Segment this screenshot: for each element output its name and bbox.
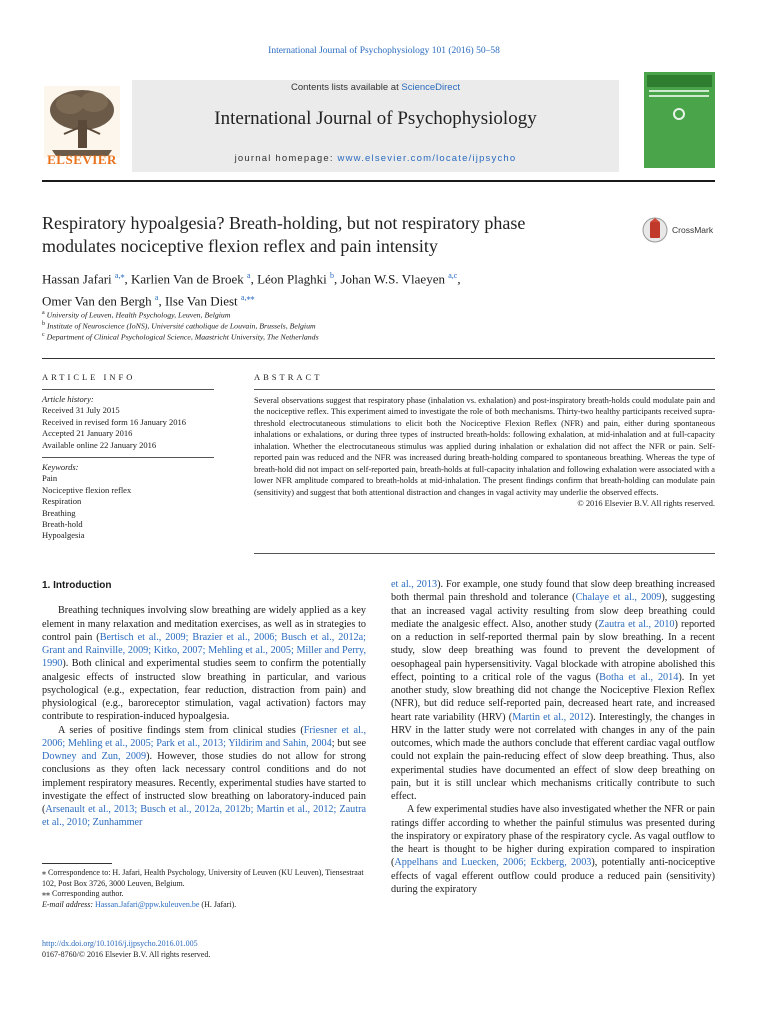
cover-line	[649, 90, 709, 92]
author-email-link[interactable]: Hassan.Jafari@ppw.kuleuven.be	[95, 899, 200, 909]
body-text: A series of positive findings stem from clinical studies (	[58, 724, 304, 736]
body-text: ). In yet another study, slow breathing did not change the Nociceptive Flexion Reflex (NFR), but did reduce self-reported pain, decreased heart rate, and increased heart rate variability (HRV) (	[391, 671, 715, 723]
citation-link[interactable]: Appelhans and Luecken, 2006; Eckberg, 2003	[394, 857, 592, 869]
citation-link[interactable]: Friesner et al., 2006; Mehling et al., 2005; Park et al., 2013; Yildirim and Sahin, 2004	[42, 724, 367, 749]
history-item: Received in revised form 16 January 2016	[42, 416, 186, 427]
author-name: Omer Van den Bergh	[42, 293, 155, 309]
keyword-item: Respiration	[42, 496, 82, 507]
abstract-heading: ABSTRACT	[254, 372, 323, 382]
sciencedirect-link[interactable]: ScienceDirect	[401, 82, 460, 93]
footnote-mark: ⁎	[42, 868, 46, 877]
article-history	[42, 394, 214, 451]
abstract-rule	[254, 389, 715, 390]
footnote-text: Corresponding author.	[50, 889, 124, 899]
homepage-prefix: journal homepage:	[234, 153, 338, 164]
affiliation-marker[interactable]: a	[247, 271, 251, 280]
journal-cover-thumbnail[interactable]	[644, 72, 715, 168]
body-text: ; but see	[331, 737, 366, 749]
affiliation-text: University of Leuven, Health Psychology, Leuven, Belgium	[44, 310, 231, 320]
affiliation	[42, 330, 682, 343]
body-text: A few experimental studies have also investigated whether the NFR or pain ratings differ according to whether the painful stimulus was presented during the inspiratory or expiratory phase of the respiratory cycle. As vagal outflow to the heart is thought to be higher during expiration compared to inspiration (	[391, 804, 715, 869]
affiliation-marker[interactable]: a,c	[448, 271, 458, 280]
citation-link[interactable]: et al., 2013	[391, 579, 438, 590]
author-name: , Johan W.S. Vlaeyen	[334, 271, 449, 287]
title-line: modulates nociceptive flexion reflex and pain intensity	[42, 236, 438, 256]
history-heading: Article history:	[42, 394, 94, 404]
cover-line	[649, 95, 709, 97]
keyword-item: Breath-hold	[42, 519, 83, 530]
crossmark-label: CrossMark	[672, 225, 714, 235]
footnote	[42, 889, 366, 900]
keywords-block	[42, 462, 214, 542]
crossmark-badge[interactable]	[642, 216, 722, 244]
authors-line	[42, 266, 682, 288]
history-item: Available online 22 January 2016	[42, 439, 157, 450]
intro-paragraph	[42, 604, 366, 723]
masthead	[42, 72, 715, 172]
email-suffix: (H. Jafari).	[199, 899, 237, 909]
crossmark-icon	[642, 216, 668, 244]
affiliation-marker[interactable]: a	[154, 293, 159, 303]
intro-paragraph	[391, 803, 715, 896]
affiliation-text: Institute of Neuroscience (IoNS), Université catholique de Louvain, Brussels, Belgium	[45, 321, 316, 331]
abstract-body	[254, 395, 715, 510]
affiliation-marker: a	[42, 310, 45, 316]
footnote-text: Correspondence to: H. Jafari, Health Psychology, University of Leuven (KU Leuven), Tiensestraat 102, Post Box 3726, 3000 Leuven, Belgium.	[42, 868, 364, 888]
body-text: ), suggesting that an increased vagal activity resulting from slow deep breathing could mediate the analgesic effect. Also, another study (	[391, 592, 715, 630]
affiliation-marker[interactable]: b	[330, 271, 334, 280]
copyright-notice: © 2016 Elsevier B.V. All rights reserved.	[577, 499, 715, 509]
journal-title: International Journal of Psychophysiology	[214, 108, 537, 129]
email-footnote	[42, 900, 366, 911]
cover-banner	[647, 75, 712, 87]
journal-homepage-link[interactable]: www.elsevier.com/locate/ijpsycho	[337, 153, 517, 164]
abstract-paragraph: Several observations suggest that respiratory phase (inhalation vs. exhalation) and post-inspiratory breath-holds could modulate pain and the nociceptive reflex. This experiment aimed to investigate the role of both mechanisms. Thirty-two healthy participants received supra-threshold electrocutaneous stimulations to elicit both the Nociceptive Flexion Reflex (NFR) and pain, either during spontaneous inhalations or exhalations, or during three types of instructed breath-holds: following exhalation, at mid-inhalation and at full-capacity inhalation. Whether the electrocutaneous stimulus was applied during inhalation or exhalation did not affect the NFR or pain. Self-reported pain was reduced and the NFR was increased during breath-holding compared to spontaneous breathing. Whereas the type of breath-hold did not impact on self-reported pain, breath-holds at full-capacity inhalation and following exhalation were associated with a lower NFR amplitude compared to breath-holds at mid-inhalation. The present findings confirm that breath-holding can modulate pain (sensitivity) and suggest that both attentional distraction and changes in vagal activity may underlie the observed effects.	[254, 396, 715, 497]
citation-link[interactable]: Zautra et al., 2010	[598, 618, 675, 630]
footnotes	[42, 868, 366, 910]
issn-line: 0167-8760/© 2016 Elsevier B.V. All rights reserved.	[42, 950, 211, 959]
author-name: ,	[457, 271, 461, 287]
right-column	[391, 578, 715, 896]
journal-header-box	[132, 80, 619, 172]
keyword-list	[42, 473, 214, 541]
citation-link[interactable]: Martin et al., 2012	[512, 711, 590, 723]
citation-link[interactable]: Arsenault et al., 2013; Busch et al., 2012a, 2012b; Martin et al., 2012; Zautra et al., 2010; Zunhammer	[42, 804, 366, 829]
author-name: Hassan Jafari	[42, 271, 115, 287]
elsevier-wordmark: ELSEVIER	[47, 152, 117, 167]
title-line: Respiratory hypoalgesia? Breath-holding, but not respiratory phase	[42, 213, 526, 233]
info-rule	[42, 389, 214, 390]
article-info-panel	[42, 389, 214, 542]
affiliation-text: Department of Clinical Psychological Science, Maastricht University, The Netherlands	[44, 332, 319, 342]
homepage-line	[132, 153, 619, 164]
article-info-heading: ARTICLE INFO	[42, 372, 136, 382]
affiliation-marker[interactable]: a,⁎	[114, 271, 125, 280]
intro-paragraph	[42, 724, 366, 830]
abstract-bottom-rule	[254, 553, 715, 554]
email-label: E-mail address:	[42, 899, 96, 909]
body-text: ). Both clinical and experimental studies seem to confirm the potentially analgesic effects of instructed slow breathing in particular, and various psychological (e.g., expectation, fear reduction, distraction from pain) and physiological (e.g., baroreceptor stimulation, vagal activation) factors may contribute to respiration-induced hypoalgesia.	[42, 658, 366, 723]
body-text: ). Interestingly, the changes in HRV in the latter study were not correlated with changes in any of the pain outcomes, which made the authors conclude that efferent cardiac vagal outflow could not explain the pain-reducing effect of slow deep breathing. Thus, also experimental studies have documented an effect of slow deep breathing on pain, but it is still unclear which mechanisms critically contribute to such effect.	[391, 711, 716, 802]
affiliation-marker: b	[42, 321, 45, 327]
body-text: ). However, those studies do not allow for strong conclusions as they often lack necessary control conditions and do not implement respiratory measures. Recently, experimental studies have started to investigate the effect of instructed slow breathing on laboratory-induced pain (	[42, 751, 367, 815]
citation-link[interactable]: Chalaye et al., 2009	[575, 592, 662, 604]
history-item: Received 31 July 2015	[42, 405, 120, 416]
footnote	[42, 868, 366, 889]
author-name: , Léon Plaghki	[250, 271, 330, 287]
author-name: , Karlien Van de Broek	[124, 271, 247, 287]
section-rule	[42, 358, 715, 359]
history-item: Accepted 21 January 2016	[42, 428, 133, 439]
doi-block	[42, 938, 210, 960]
keyword-item: Breathing	[42, 507, 76, 518]
history-list	[42, 405, 214, 451]
citation-link[interactable]: Botha et al., 2014	[599, 671, 679, 683]
info-rule	[42, 457, 214, 458]
introduction-heading: 1. Introduction	[42, 580, 112, 591]
citation-link[interactable]: Bertisch et al., 2009; Brazier et al., 2006; Busch et al., 2012a; Grant and Rainville, 2009; Kitko, 2007; Mehling et al., 2005; Miller and Perry, 1990	[42, 631, 366, 670]
cover-emblem-icon	[673, 108, 685, 120]
article-title	[42, 212, 622, 258]
footnote-mark: ⁎⁎	[42, 889, 50, 899]
affiliation-marker: c	[42, 332, 45, 338]
keyword-item: Nociceptive flexion reflex	[42, 484, 132, 495]
contents-prefix: Contents lists available at	[291, 82, 402, 93]
keyword-item: Pain	[42, 473, 58, 484]
footnote-rule	[42, 863, 112, 864]
body-text: ). For example, one study found that slow deep breathing increased both thermal pain threshold and tolerance (	[391, 579, 715, 604]
author-list	[42, 266, 682, 311]
masthead-rule	[42, 180, 715, 182]
left-column	[42, 579, 366, 830]
body-text: ) reported on a reduction in self-reported thermal pain by slow breathing. In a recent study, slow deep breathing was found to prevent the development of oesophageal pain hypersensitivity. Vagal blockade with atropine abolished this effect, pointing to a critical role of the vagus (	[391, 618, 715, 683]
affiliation-marker[interactable]: a,⁎⁎	[240, 293, 255, 303]
intro-paragraph	[391, 578, 715, 803]
author-name: , Ilse Van Diest	[158, 293, 241, 309]
body-text: Breathing techniques involving slow breathing are widely applied as a key element in many relaxation and meditation exercises, as well as in strategies to control pain (	[42, 605, 366, 643]
journal-citation-link[interactable]: International Journal of Psychophysiology 101 (2016) 50–58	[268, 46, 500, 56]
body-text: ), potentially anti-nociceptive effects of vagal efferent outflow could produce a reduced pain (sensitivity) during the expiratory	[391, 857, 716, 895]
keywords-heading: Keywords:	[42, 462, 79, 473]
contents-line	[132, 82, 619, 93]
keyword-item: Hypoalgesia	[42, 530, 85, 541]
citation-link[interactable]: Downey and Zun, 2009	[42, 751, 147, 762]
doi-link[interactable]: http://dx.doi.org/10.1016/j.ijpsycho.2016.01.005	[42, 939, 198, 948]
